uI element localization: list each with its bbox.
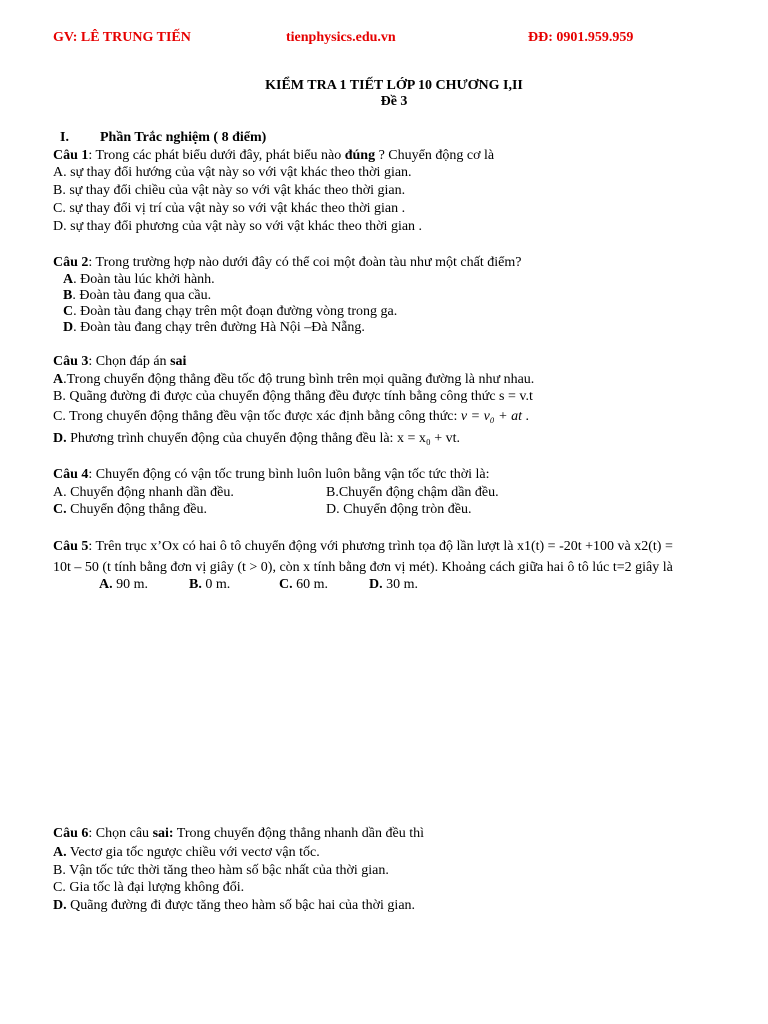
q5-option-d: D. 30 m. [369, 577, 419, 592]
q4-option-b: B.Chuyển động chậm dần đều. [326, 485, 499, 500]
question-text: : Trong các phát biểu dưới đây, phát biểu nào [88, 148, 345, 163]
question-text: : Trong trường hợp nào dưới đây có thể coi một đoàn tàu như một chất điểm? [88, 255, 522, 270]
q1-option-c: C. sự thay đổi vị trí của vật này so với vật khác theo thời gian . [53, 201, 406, 216]
question-label: Câu 6 [53, 826, 89, 841]
section-title: Phần Trắc nghiệm ( 8 điểm) [100, 130, 267, 145]
page-header [0, 30, 768, 50]
teacher-name: GV: LÊ TRUNG TIẾN [53, 30, 191, 45]
q3-option-c: C. Trong chuyển động thẳng đều vận tốc được xác định bằng công thức: v = v₀ + at . [53, 409, 529, 424]
website-text: tienphysics.edu.vn [286, 30, 396, 45]
question-label: Câu 4 [53, 467, 89, 482]
q6-option-b: B. Vận tốc tức thời tăng theo hàm số bậc nhất của thời gian. [53, 863, 389, 878]
question-text-tail: Trong chuyển động thẳng nhanh dần đều thì [173, 826, 424, 841]
q5-option-a: A. 90 m. [99, 577, 149, 592]
phone-number: ĐĐ: 0901.959.959 [528, 30, 634, 45]
q2-option-b: B. Đoàn tàu đang qua cầu. [63, 288, 212, 303]
q3-option-a: A.Trong chuyển động thẳng đều tốc độ trung bình trên mọi quãng đường là như nhau. [53, 372, 535, 387]
q5-option-b: B. 0 m. [189, 577, 231, 592]
q5-option-c: C. 60 m. [279, 577, 329, 592]
q6-option-c: C. Gia tốc là đại lượng không đổi. [53, 880, 245, 895]
q3-option-b: B. Quãng đường đi được của chuyển động thẳng đều được tính bằng công thức s = v.t [53, 389, 533, 404]
q4-option-d: D. Chuyển động tròn đều. [326, 502, 472, 517]
velocity-formula: v = v₀ + at [460, 409, 522, 424]
q1-option-a: A. sự thay đổi hướng của vật này so với vật khác theo thời gian. [53, 165, 412, 180]
question-4 [53, 467, 490, 483]
question-6 [53, 826, 424, 842]
q4-option-c: C. Chuyển động thẳng đều. [53, 502, 207, 517]
q1-option-b: B. sự thay đổi chiều của vật này so với vật khác theo thời gian. [53, 183, 406, 198]
question-3 [53, 354, 186, 370]
q1-option-d: D. sự thay đổi phương của vật này so với vật khác theo thời gian . [53, 219, 423, 234]
question-5-line2: 10t – 50 (t tính bằng đơn vị giây (t > 0), còn x tính bằng đơn vị mét). Khoảng cách giữa hai ô tô lúc t=2 giây là [53, 560, 673, 575]
question-text: : Chọn đáp án [88, 354, 171, 369]
q4-option-a: A. Chuyển động nhanh dần đều. [53, 485, 234, 500]
q2-option-a: A. Đoàn tàu lúc khởi hành. [63, 272, 215, 287]
question-emphasis: sai [170, 354, 187, 369]
question-2 [53, 255, 521, 271]
question-text-tail: ? Chuyển động cơ là [375, 148, 495, 163]
q6-option-a: A. Vectơ gia tốc ngược chiều với vectơ vận tốc. [53, 845, 320, 860]
q6-option-d: D. Quãng đường đi được tăng theo hàm số bậc hai của thời gian. [53, 898, 416, 913]
question-text: : Chọn câu [88, 826, 153, 841]
question-text: : Trên trục x’Ox có hai ô tô chuyển động với phương trình tọa độ lần lượt là x1(t) = -20t +100 và x2(t) = [88, 539, 673, 554]
question-label: Câu 2 [53, 255, 89, 270]
question-1 [53, 148, 494, 164]
question-label: Câu 1 [53, 148, 89, 163]
section-number: I. [60, 130, 69, 145]
exam-title [0, 78, 768, 110]
exam-title-line2: Đề 3 [380, 94, 408, 109]
q2-option-c: C. Đoàn tàu đang chạy trên một đoạn đường vòng trong ga. [63, 304, 398, 319]
q2-option-d: D. Đoàn tàu đang chạy trên đường Hà Nội –Đà Nẵng. [63, 320, 365, 335]
q3-option-d: D. Phương trình chuyển động của chuyển động thẳng đều là: x = x₀ + vt. [53, 431, 460, 446]
question-5 [53, 539, 673, 555]
exam-title-line1: KIỂM TRA 1 TIẾT LỚP 10 CHƯƠNG I,II [265, 78, 523, 93]
question-emphasis: sai: [152, 826, 174, 841]
question-label: Câu 5 [53, 539, 89, 554]
question-emphasis: đúng [344, 148, 376, 163]
question-text: : Chuyển động có vận tốc trung bình luôn luôn bằng vận tốc tức thời là: [88, 467, 490, 482]
question-label: Câu 3 [53, 354, 89, 369]
